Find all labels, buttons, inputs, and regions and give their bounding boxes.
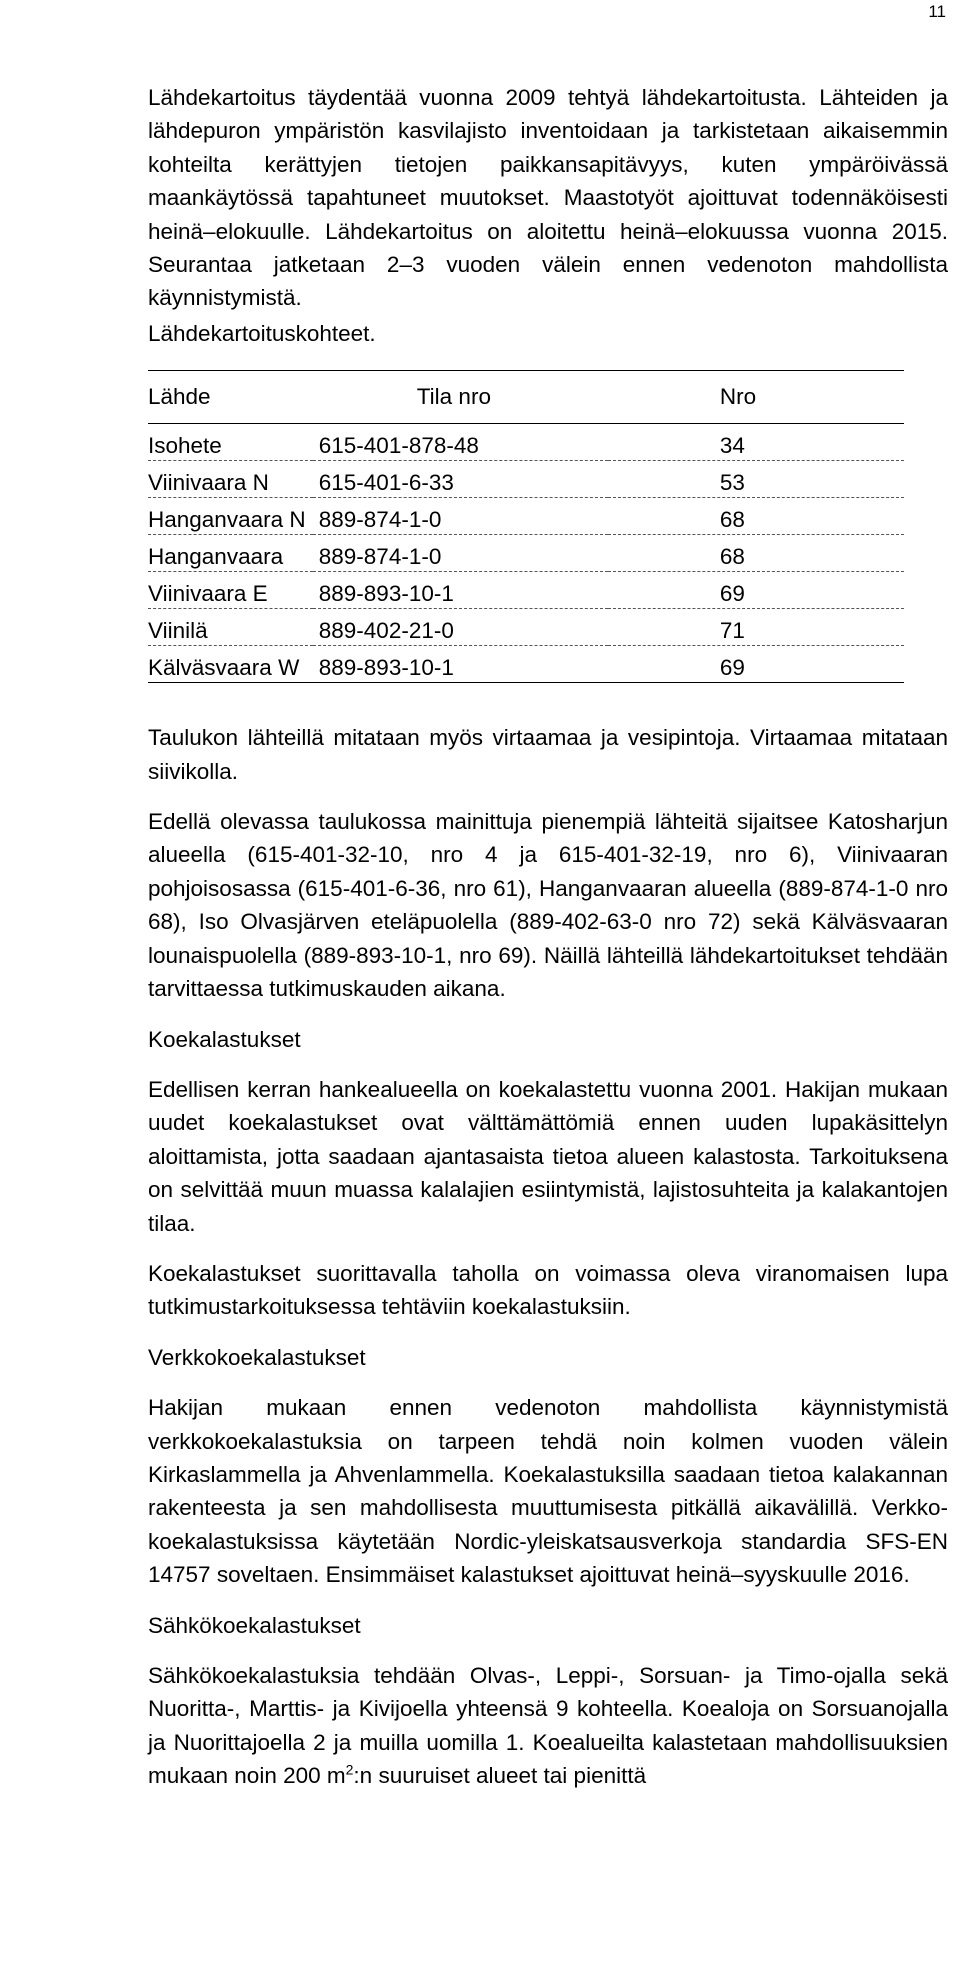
verkkokoekalastukset-paragraph: Hakijan mukaan ennen vedenoton mahdollista käynnistymistä verkkokoekalastuksia on tarpeen tehdä noin kolmen vuoden välein Kirkaslammella ja Ahvenlammella. Koekalastuksilla saadaan tietoa kalakannan rakenteesta ja sen mahdollisesta muuttumisesta pitkällä aikavälillä. Verkko-koekalastuksissa käytetään Nordic-yleiskatsausverkoja standardia SFS-EN 14757 soveltaen. Ensimmäiset kalastukset ajoittuvat heinä–syyskuulle 2016. bbox=[148, 1395, 948, 1588]
sahko-text-end: :n suuruiset alueet tai pienittä bbox=[353, 1763, 647, 1789]
table-cell-lahde: Hanganvaara bbox=[148, 544, 284, 570]
section-heading-koekalastukset: Koekalastukset bbox=[148, 1026, 301, 1052]
table-cell-tila-nro: 889-402-21-0 bbox=[318, 618, 454, 644]
table-header-tila-nro: Tila nro bbox=[416, 384, 491, 410]
small-sources-paragraph: Edellä olevassa taulukossa mainittuja pienempiä lähteitä sijaitsee Katosharjun alueella (615-401-32-10, nro 4 ja 615-401-32-19, nro 6), Viinivaaran pohjoisosassa (615-401-6-36, nro 61), Hanganvaaran alueella (889-874-1-0 nro 68), Iso Olvasjärven eteläpuolella (889-402-63-0 nro 72) sekä Kälväsvaaran lounaispuolella (889-893-10-1, nro 69). Näillä lähteillä lähdekartoitukset tehdään tarvittaessa tutkimuskauden aikana. bbox=[148, 809, 948, 1002]
table-cell-nro: 71 bbox=[719, 618, 745, 644]
table-cell-lahde: Viinivaara N bbox=[148, 470, 269, 496]
table-header-lahde: Lähde bbox=[148, 384, 211, 410]
table-cell-nro: 34 bbox=[719, 433, 745, 459]
table-row bbox=[148, 424, 904, 461]
table-row bbox=[148, 498, 904, 535]
table-cell-lahde: Viinivaara E bbox=[148, 581, 268, 607]
sahkokoekalastukset-paragraph bbox=[148, 1659, 948, 1793]
table-row bbox=[148, 461, 904, 498]
table-header-row bbox=[148, 371, 904, 424]
table-row bbox=[148, 646, 904, 683]
document-body bbox=[148, 81, 948, 1793]
table-caption: Lähdekartoituskohteet. bbox=[148, 320, 376, 346]
table-cell-tila-nro: 889-893-10-1 bbox=[318, 581, 454, 607]
table-row bbox=[148, 535, 904, 572]
superscript-two: 2 bbox=[345, 1761, 354, 1778]
table-cell-lahde: Kälväsvaara W bbox=[148, 655, 300, 681]
table-cell-tila-nro: 889-874-1-0 bbox=[318, 507, 442, 533]
table-cell-nro: 69 bbox=[719, 581, 745, 607]
intro-paragraph: Lähdekartoitus täydentää vuonna 2009 tehtyä lähdekartoitusta. Lähteiden ja lähdepuron ympäristön kasvilajisto inventoidaan ja tarkistetaan aikaisemmin kohteilta kerättyjen tietojen paikkansapitävyys, kuten ympäröivässä maankäytössä tapahtuneet muutokset. Maastotyöt ajoittuvat todennäköisesti heinä–elokuulle. Lähdekartoitus on aloitettu heinä–elokuussa vuonna 2015. Seurantaa jatketaan 2–3 vuoden välein ennen vedenoton mahdollista käynnistymistä. bbox=[148, 85, 948, 311]
table-cell-nro: 69 bbox=[719, 655, 745, 681]
table-row bbox=[148, 572, 904, 609]
flow-measurement-paragraph: Taulukon lähteillä mitataan myös virtaamaa ja vesipintoja. Virtaamaa mitataan siivikolla. bbox=[148, 725, 948, 784]
table-cell-tila-nro: 889-874-1-0 bbox=[318, 544, 442, 570]
table-header-nro: Nro bbox=[719, 384, 757, 410]
sahko-text-start: Sähkökoekalastuksia tehdään Olvas-, Leppi-, Sorsuan- ja Timo-ojalla sekä Nuoritta-, Marttis- ja Kivijoella yhteensä 9 kohteella. Koealoja on Sorsuanojalla ja Nuorittajoella 2 ja muilla uomilla 1. Koealueilta kalastetaan mahdollisuuksien mukaan noin 200 m bbox=[148, 1663, 948, 1789]
section-heading-sahkokoekalastukset: Sähkökoekalastukset bbox=[148, 1612, 361, 1638]
table-cell-nro: 68 bbox=[719, 507, 745, 533]
table-cell-nro: 68 bbox=[719, 544, 745, 570]
koekalastukset-paragraph-1: Edellisen kerran hankealueella on koekalastettu vuonna 2001. Hakijan mukaan uudet koekalastukset ovat välttämättömiä ennen uuden lupakäsittelyn aloittamista, jotta saadaan ajantasaista tietoa alueen kalastosta. Tarkoituksena on selvittää muun muassa kalalajien esiintymistä, lajistosuhteita ja kalakantojen tilaa. bbox=[148, 1076, 948, 1236]
source-table bbox=[148, 370, 904, 683]
table-cell-tila-nro: 889-893-10-1 bbox=[318, 655, 454, 681]
table-row bbox=[148, 609, 904, 646]
table-cell-lahde: Hanganvaara N bbox=[148, 507, 306, 533]
table-cell-nro: 53 bbox=[719, 470, 745, 496]
page-number: 11 bbox=[928, 2, 946, 21]
table-cell-tila-nro: 615-401-6-33 bbox=[318, 470, 454, 496]
table-cell-lahde: Isohete bbox=[148, 433, 222, 459]
table-cell-tila-nro: 615-401-878-48 bbox=[318, 433, 479, 459]
section-heading-verkkokoekalastukset: Verkkokoekalastukset bbox=[148, 1344, 366, 1370]
table-cell-lahde: Viinilä bbox=[148, 618, 208, 644]
koekalastukset-paragraph-2: Koekalastukset suorittavalla taholla on voimassa oleva viranomaisen lupa tutkimustarkoituksessa tehtäviin koekalastuksiin. bbox=[148, 1260, 948, 1320]
